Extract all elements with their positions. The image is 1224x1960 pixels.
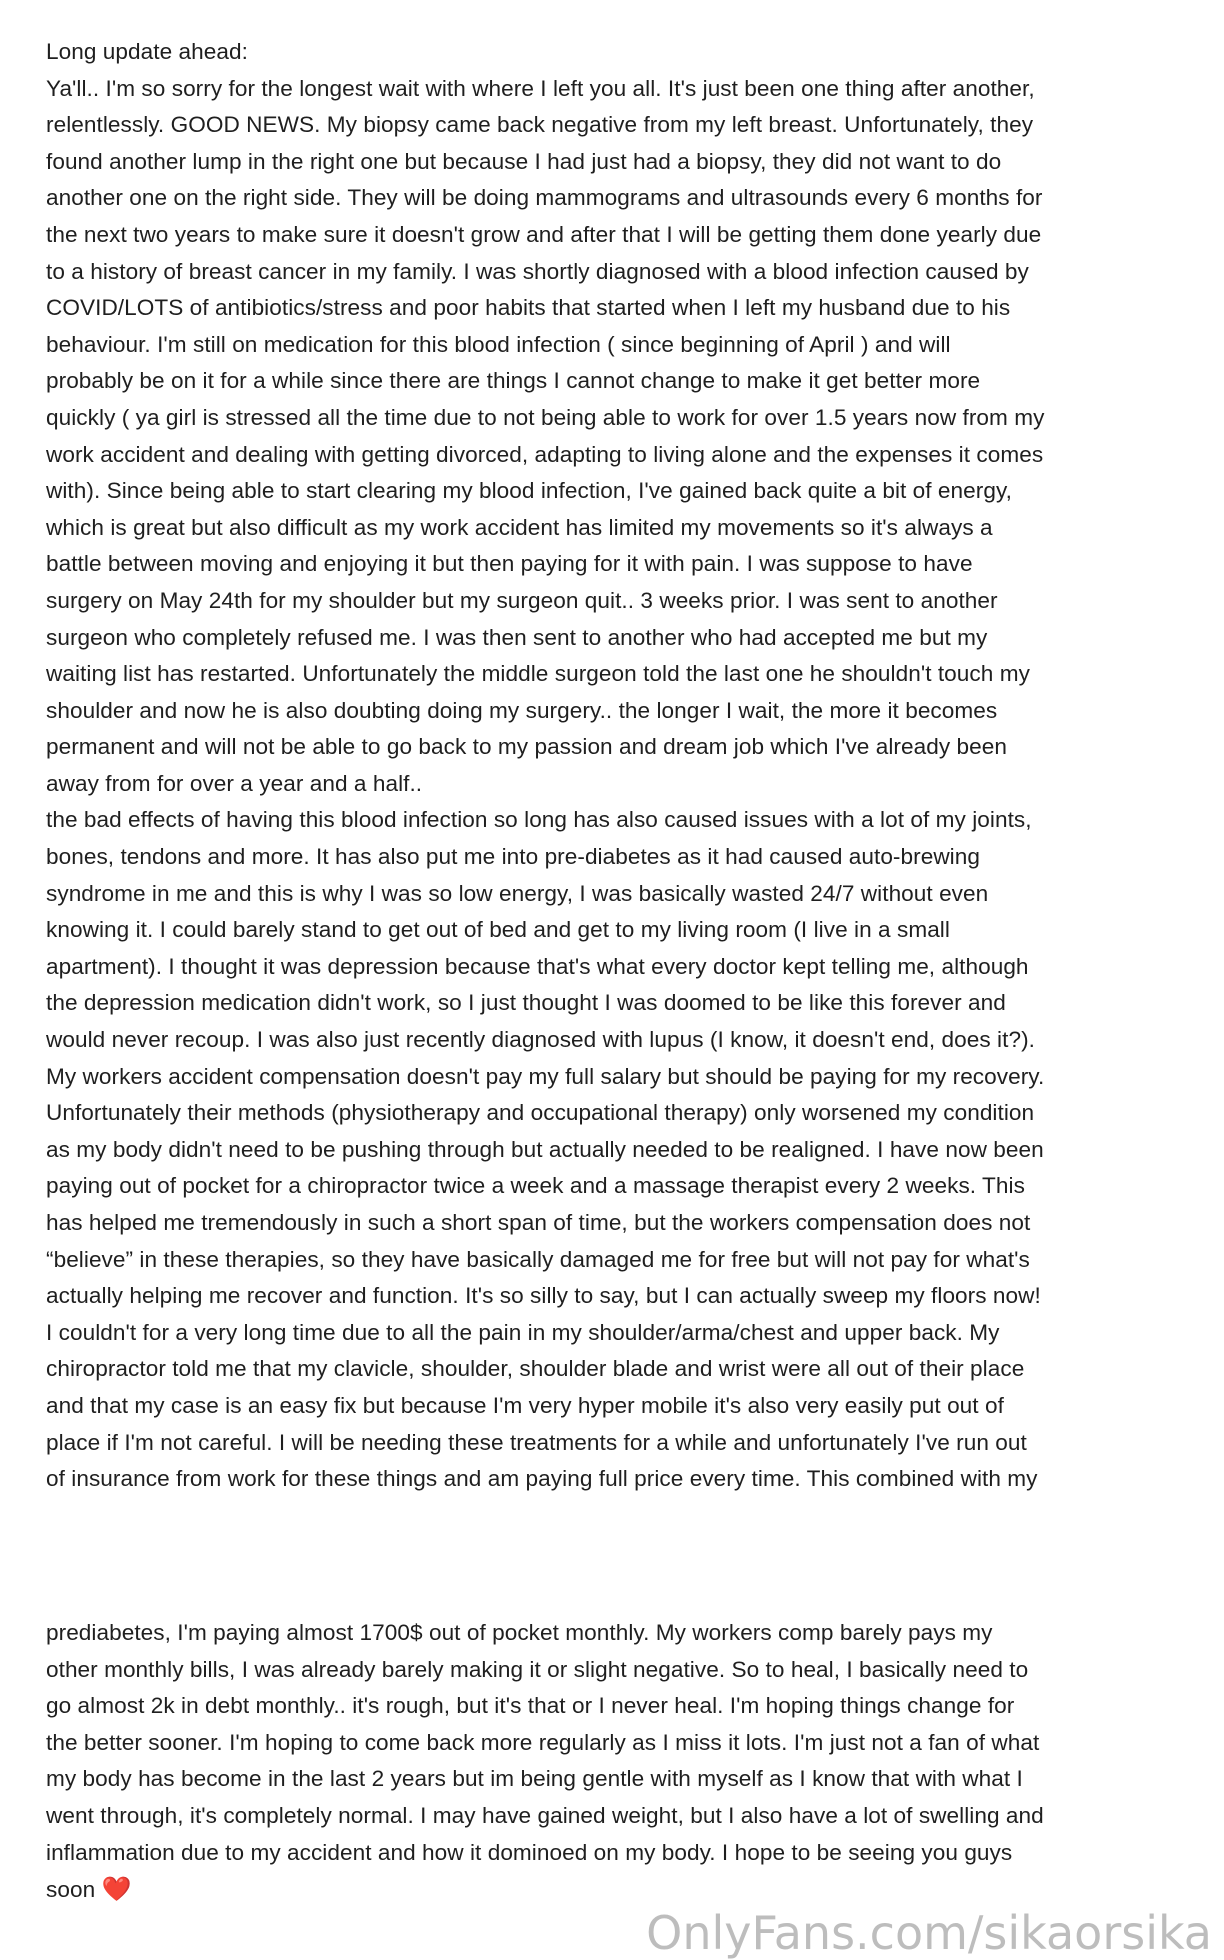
- post-text-line: chiropractor told me that my clavicle, shoulder, shoulder blade and wrist were all out of their place: [46, 1356, 1025, 1382]
- post-text-line: as my body didn't need to be pushing through but actually needed to be realigned. I have now been: [46, 1136, 1044, 1162]
- post-paragraph-lines: [46, 71, 1186, 1498]
- post-last-line: [46, 1871, 1186, 1908]
- post-text-line: knowing it. I could barely stand to get out of bed and get to my living room (I live in a small: [46, 917, 950, 943]
- post-text-line: behaviour. I'm still on medication for this blood infection ( since beginning of April ) and will: [46, 331, 951, 357]
- post-text-line: the depression medication didn't work, so I just thought I was doomed to be like this forever and: [46, 990, 1006, 1016]
- post-text-line: go almost 2k in debt monthly.. it's rough, but it's that or I never heal. I'm hoping things change for: [46, 1693, 1015, 1719]
- last-line-text: soon: [46, 1877, 96, 1903]
- post-text-line: of insurance from work for these things and am paying full price every time. This combined with my: [46, 1466, 1038, 1492]
- post-text-line: waiting list has restarted. Unfortunately the middle surgeon told the last one he shouldn't touch my: [46, 661, 1030, 687]
- post-text-line: the next two years to make sure it doesn't grow and after that I will be getting them done yearly due: [46, 221, 1042, 247]
- post-body-upper: [46, 34, 1186, 1498]
- post-text-line: surgeon who completely refused me. I was then sent to another who had accepted me but my: [46, 624, 988, 650]
- post-text-line: paying out of pocket for a chiropractor twice a week and a massage therapist every 2 weeks. This: [46, 1173, 1025, 1199]
- post-text-line: would never recoup. I was also just recently diagnosed with lupus (I know, it doesn't end, does it?).: [46, 1027, 1035, 1053]
- post-text-line: actually helping me recover and function. It's so silly to say, but I can actually sweep my floors now!: [46, 1283, 1041, 1309]
- post-text-line: another one on the right side. They will be doing mammograms and ultrasounds every 6 months for: [46, 185, 1043, 211]
- post-text-line: which is great but also difficult as my work accident has limited my movements so it's always a: [46, 514, 993, 540]
- post-text-line: COVID/LOTS of antibiotics/stress and poor habits that started when I left my husband due to his: [46, 295, 1011, 321]
- post-text-line: probably be on it for a while since there are things I cannot change to make it get better more: [46, 368, 981, 394]
- post-text-line: Ya'll.. I'm so sorry for the longest wait with where I left you all. It's just been one thing after another,: [46, 75, 1035, 101]
- post-text-line: place if I'm not careful. I will be needing these treatments for a while and unfortunately I've run out: [46, 1429, 1027, 1455]
- post-text-line: quickly ( ya girl is stressed all the time due to not being able to work for over 1.5 years now from my: [46, 404, 1045, 430]
- post-text-line: I couldn't for a very long time due to all the pain in my shoulder/arma/chest and upper back. My: [46, 1319, 1000, 1345]
- post-text-line: other monthly bills, I was already barely making it or slight negative. So to heal, I basically need to: [46, 1656, 1029, 1682]
- red-heart-icon: ❤️: [101, 1875, 132, 1904]
- post-heading: Long update ahead:: [46, 39, 248, 64]
- post-text-line: Unfortunately their methods (physiotherapy and occupational therapy) only worsened my condition: [46, 1100, 1035, 1126]
- post-text-line: found another lump in the right one but because I had just had a biopsy, they did not want to do: [46, 148, 1002, 174]
- post-text-line: the bad effects of having this blood infection so long has also caused issues with a lot of my joints,: [46, 807, 1032, 833]
- post-text-line: My workers accident compensation doesn't pay my full salary but should be paying for my recovery.: [46, 1063, 1045, 1089]
- post-text-line: “believe” in these therapies, so they have basically damaged me for free but will not pay for what's: [46, 1246, 1030, 1272]
- post-text-line: bones, tendons and more. It has also put me into pre-diabetes as it had caused auto-brewing: [46, 844, 980, 870]
- post-text-line: with). Since being able to start clearing my blood infection, I've gained back quite a bit of energy,: [46, 478, 1012, 504]
- post-text-line: surgery on May 24th for my shoulder but my surgeon quit.. 3 weeks prior. I was sent to another: [46, 587, 998, 613]
- post-text-line: to a history of breast cancer in my family. I was shortly diagnosed with a blood infection caused by: [46, 258, 1029, 284]
- post-text-line: prediabetes, I'm paying almost 1700$ out of pocket monthly. My workers comp barely pays my: [46, 1620, 993, 1645]
- post-text-line: and that my case is an easy fix but because I'm very hyper mobile it's also very easily put out of: [46, 1392, 1004, 1418]
- post-text-line: apartment). I thought it was depression because that's what every doctor kept telling me, although: [46, 953, 1029, 979]
- post-body-lower: [46, 1615, 1186, 1908]
- post-text-line: went through, it's completely normal. I may have gained weight, but I also have a lot of swelling and: [46, 1802, 1044, 1828]
- post-text-line: my body has become in the last 2 years but im being gentle with myself as I know that with what I: [46, 1766, 1023, 1792]
- post-text-line: battle between moving and enjoying it but then paying for it with pain. I was suppose to have: [46, 551, 973, 577]
- post-text-line: shoulder and now he is also doubting doing my surgery.. the longer I wait, the more it becomes: [46, 697, 998, 723]
- post-text-line: work accident and dealing with getting divorced, adapting to living alone and the expenses it comes: [46, 441, 1044, 467]
- watermark-text: OnlyFans.com/sikaorsika: [646, 1906, 1212, 1960]
- post-text-line: has helped me tremendously in such a short span of time, but the workers compensation does not: [46, 1210, 1031, 1235]
- post-text-line: away from for over a year and a half..: [46, 770, 423, 796]
- post-text-line: relentlessly. GOOD NEWS. My biopsy came back negative from my left breast. Unfortunately, they: [46, 112, 1034, 138]
- post-text-line: syndrome in me and this is why I was so low energy, I was basically wasted 24/7 without even: [46, 880, 989, 906]
- post-continuation-lines: [46, 1615, 1186, 1871]
- post-text-line: inflammation due to my accident and how it dominoed on my body. I hope to be seeing you guys: [46, 1839, 1013, 1865]
- post-text-line: permanent and will not be able to go back to my passion and dream job which I've already been: [46, 734, 1007, 760]
- post-text-line: the better sooner. I'm hoping to come back more regularly as I miss it lots. I'm just not a fan of what: [46, 1729, 1040, 1755]
